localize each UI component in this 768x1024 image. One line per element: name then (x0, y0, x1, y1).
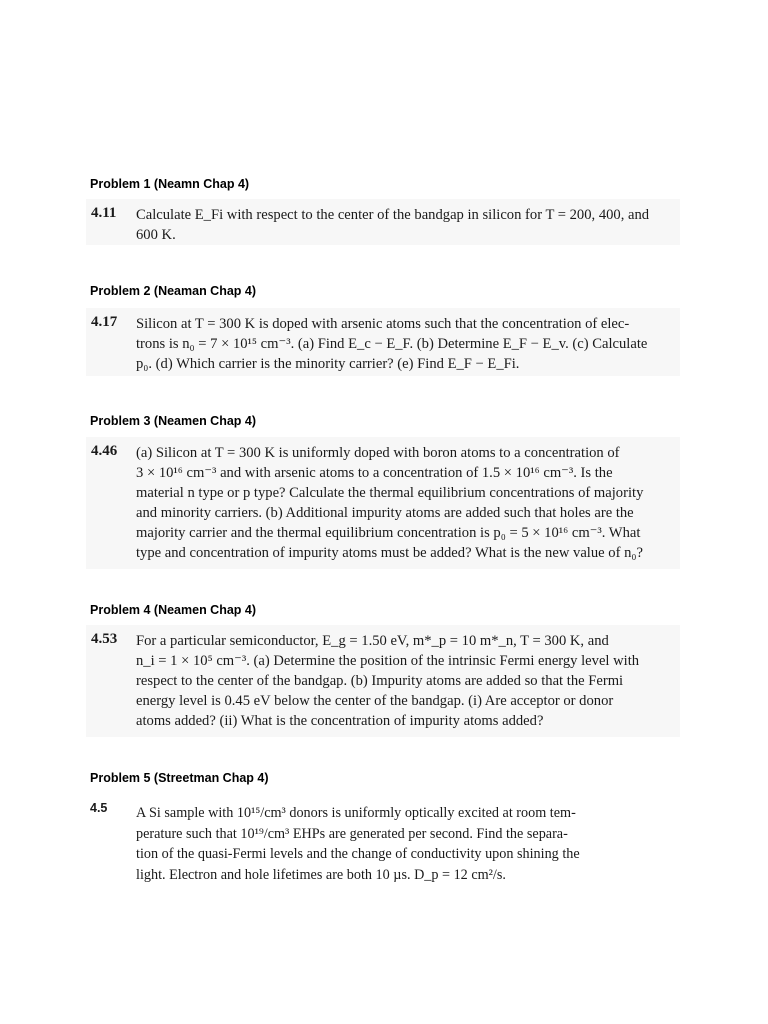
problem-excerpt (86, 199, 680, 245)
problem-line: 3 × 10¹⁶ cm⁻³ and with arsenic atoms to a concentration of 1.5 × 10¹⁶ cm⁻³. Is the (136, 465, 613, 481)
problem-line: perature such that 10¹⁹/cm³ EHPs are generated per second. Find the separa- (136, 825, 568, 842)
problem-line: respect to the center of the bandgap. (b) Impurity atoms are added so that the Fermi (136, 673, 624, 689)
problem-line: majority carrier and the thermal equilibrium concentration is p₀ = 5 × 10¹⁶ cm⁻³. What (136, 525, 641, 541)
problem-text (136, 205, 676, 245)
problem-number: 4.17 (91, 314, 118, 330)
problem-heading: Problem 1 (Neamn Chap 4) (90, 177, 250, 191)
problem-line: atoms added? (ii) What is the concentration of impurity atoms added? (136, 713, 544, 729)
problem-line: For a particular semiconductor, E_g = 1.50 eV, m*_p = 10 m*_n, T = 300 K, and (136, 633, 609, 649)
problem-number: 4.53 (91, 631, 118, 647)
problem-heading: Problem 4 (Neamen Chap 4) (90, 603, 257, 617)
problem-line: (a) Silicon at T = 300 K is uniformly doped with boron atoms to a concentration of (136, 445, 620, 461)
problem-line: Silicon at T = 300 K is doped with arsenic atoms such that the concentration of elec- (136, 316, 630, 332)
problem-line: p₀. (d) Which carrier is the minority carrier? (e) Find E_F − E_Fi. (136, 356, 520, 372)
problem-line: n_i = 1 × 10⁵ cm⁻³. (a) Determine the position of the intrinsic Fermi energy level with (136, 653, 640, 669)
problem-heading: Problem 3 (Neamen Chap 4) (90, 414, 257, 428)
problem-line: 600 K. (136, 227, 176, 243)
problem-line: and minority carriers. (b) Additional impurity atoms are added such that holes are the (136, 505, 634, 521)
problem-number: 4.46 (91, 443, 118, 459)
problem-excerpt (86, 437, 680, 569)
problem-excerpt (86, 625, 680, 737)
problem-number: 4.5 (90, 801, 108, 815)
problem-heading: Problem 5 (Streetman Chap 4) (90, 771, 269, 785)
problem-text (136, 314, 676, 374)
problem-text (136, 803, 676, 885)
problem-excerpt (86, 308, 680, 376)
problem-line: energy level is 0.45 eV below the center of the bandgap. (i) Are acceptor or donor (136, 693, 614, 709)
problem-line: Calculate E_Fi with respect to the center of the bandgap in silicon for T = 200, 400, and (136, 207, 650, 223)
problem-line: material n type or p type? Calculate the thermal equilibrium concentrations of majority (136, 485, 644, 501)
problem-line: type and concentration of impurity atoms must be added? What is the new value of n₀? (136, 545, 643, 561)
problem-heading: Problem 2 (Neaman Chap 4) (90, 284, 257, 298)
problem-number: 4.11 (91, 205, 117, 221)
problem-line: light. Electron and hole lifetimes are both 10 µs. D_p = 12 cm²/s. (136, 866, 506, 883)
problem-line: tion of the quasi-Fermi levels and the change of conductivity upon shining the (136, 846, 580, 862)
problem-line: A Si sample with 10¹⁵/cm³ donors is uniformly optically excited at room tem- (136, 805, 576, 821)
problem-excerpt (86, 797, 680, 887)
problem-text (136, 631, 676, 731)
problem-text (136, 443, 676, 563)
problem-line: trons is n₀ = 7 × 10¹⁵ cm⁻³. (a) Find E_c − E_F. (b) Determine E_F − E_v. (c) Calculate (136, 336, 648, 352)
